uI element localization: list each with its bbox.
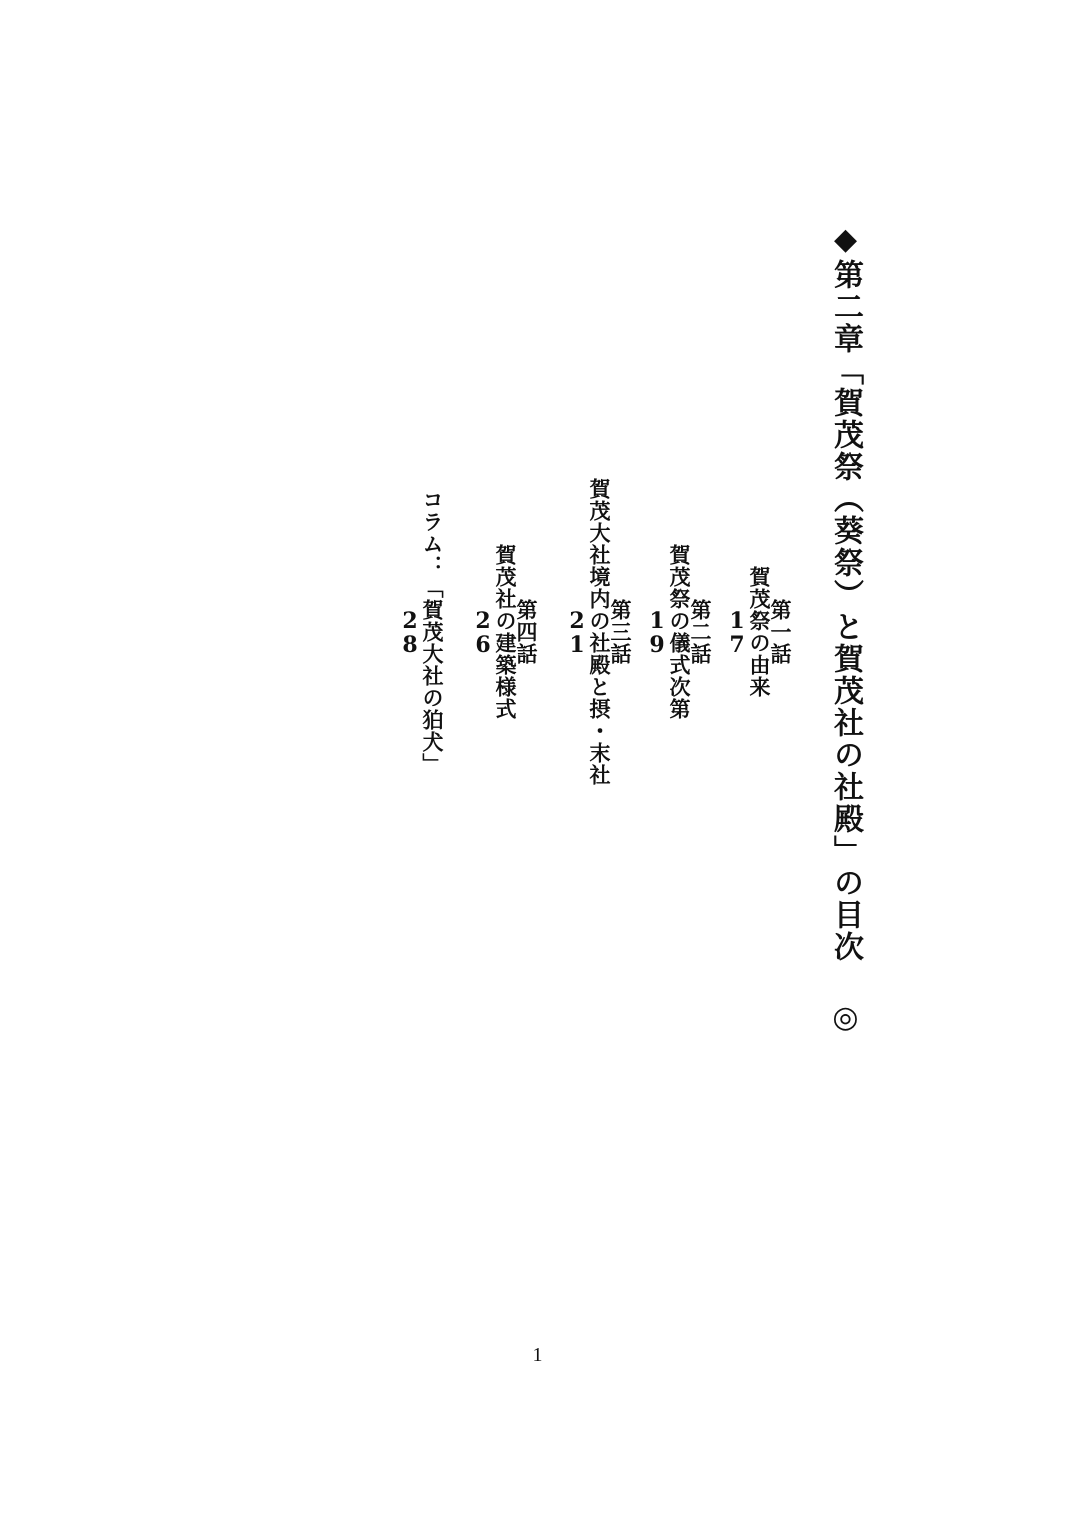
entry-number: 第二話 <box>688 599 712 665</box>
chapter-heading: ◆第二章「賀茂祭（葵祭）と賀茂社の社殿」の目次 ◎ <box>828 222 863 1037</box>
entry-page-number: 21 <box>564 608 590 656</box>
entry-page-number: 19 <box>644 608 670 656</box>
entry-page-number: 28 <box>397 608 423 656</box>
entry-number: 第一話 <box>768 599 792 665</box>
page-number: 1 <box>532 1344 543 1366</box>
entry-title: 賀茂大社境内の社殿と摂・末社 <box>587 478 611 786</box>
entry-title: 賀茂社の建築様式 <box>493 544 517 720</box>
entry-title: 賀茂祭の由来 <box>747 566 771 698</box>
toc-entry-3[interactable] <box>564 222 632 1042</box>
toc-entry-2[interactable] <box>644 222 712 1042</box>
entry-title: コラム：「賀茂大社の狛犬」 <box>420 489 444 775</box>
toc-entry-column[interactable] <box>397 222 444 1042</box>
toc-entry-4[interactable] <box>470 222 538 1042</box>
entry-page-number: 17 <box>724 608 750 656</box>
entry-title: 賀茂祭の儀式次第 <box>667 544 691 720</box>
entry-number: 第四話 <box>514 599 538 665</box>
entry-page-number: 26 <box>470 608 496 656</box>
toc-entry-1[interactable] <box>724 222 792 1042</box>
entry-number: 第三話 <box>608 599 632 665</box>
